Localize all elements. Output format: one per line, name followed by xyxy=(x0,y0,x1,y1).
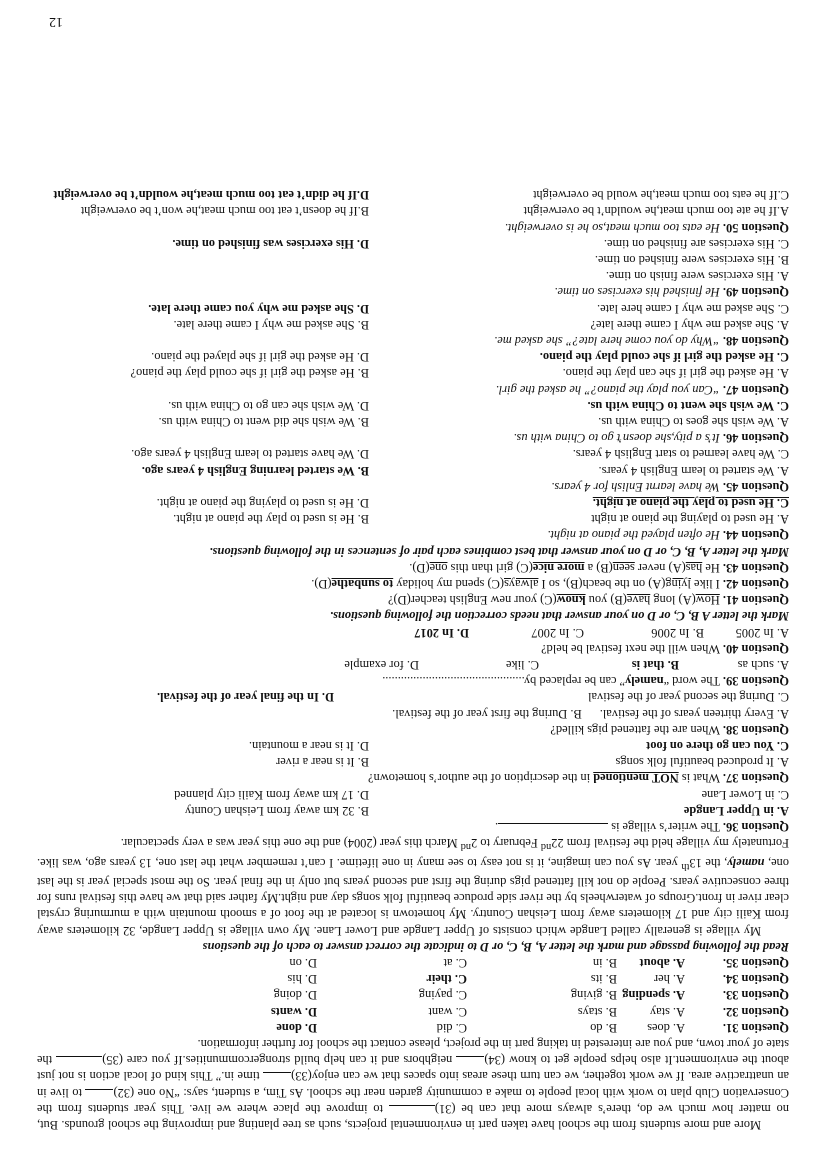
option-a: A. about xyxy=(639,955,685,970)
question-47-stem xyxy=(37,381,789,397)
question-41 xyxy=(37,592,789,608)
option-c: C. did xyxy=(436,1020,467,1035)
option-a: A. We started to learn English 4 years. xyxy=(598,463,789,478)
question-46-options-cd xyxy=(37,398,789,414)
passage-text: the state of your town, and you are interested in taking part in the project, please contact the school for further information. xyxy=(36,1036,789,1068)
question-stem-emphasis: NOT mentioned xyxy=(593,771,679,786)
option-b: B. We started learning English 4 years ago. xyxy=(141,463,369,478)
question-stem-emphasis: namely xyxy=(625,674,664,689)
question-45-options-cd xyxy=(37,446,789,462)
option-c: C.If he eats too much meat,he would be overweight xyxy=(533,188,789,203)
question-50-options-cd xyxy=(37,187,789,203)
option-c: C. like xyxy=(505,658,539,673)
question-label: Question 31. xyxy=(722,1020,789,1035)
option-b: B. that is xyxy=(631,658,679,673)
option-d: D. wants xyxy=(270,1004,317,1019)
blank-31 xyxy=(389,1105,435,1116)
passage-text: More and more students from the school have taken part in environmental projects, such as tree planting and improving the school grounds. But, no matter how much we do, there’s always more that can be (31) xyxy=(37,1101,789,1132)
passage-text: to live in an unattractive area. If we work together, we can turn these areas into spaces that we can enjoy(33) xyxy=(37,1069,789,1100)
option-b: B. It is near a river xyxy=(276,755,369,770)
passage-text: year. As you can imagine, it is not easy to see many in one lifetime. I can’t remember what the last one, 13 years ago, was like. Fortunately my village held the festival from 22 xyxy=(37,836,789,870)
page-number: 12 xyxy=(49,14,63,29)
question-label: Question 39. xyxy=(722,674,789,689)
option-d: D. doing xyxy=(273,988,317,1003)
marked-word: have xyxy=(626,593,651,608)
passage-text: March this year (2004) and the one this year was a very spectacular. xyxy=(120,836,458,851)
question-44-options-ab xyxy=(37,511,789,527)
question-label: Question 43. xyxy=(722,560,789,575)
question-37-options-ab xyxy=(37,754,789,770)
question-32-row xyxy=(37,1003,789,1019)
sentence-text: (B) you xyxy=(585,593,627,608)
question-label: Question 48. xyxy=(722,334,789,348)
question-36-options-ab xyxy=(37,803,789,819)
option-a: A. in Upper Langde xyxy=(683,803,789,818)
correction-instruction: Mark the letter A B, C, or D on your answer that needs correction the following questions. xyxy=(329,609,789,624)
option-b: B. His exercises were finished on time. xyxy=(594,252,789,267)
blank-33 xyxy=(263,1072,291,1083)
question-stem: He finished his exercises on time. xyxy=(554,285,720,300)
question-label: Question 41. xyxy=(722,593,789,608)
option-d: D. He is used to playing the piano at night. xyxy=(156,496,369,511)
option-b: B. stays xyxy=(577,1004,617,1019)
passage-text: February to 2 xyxy=(471,836,538,851)
option-d: D. She asked me why you came there late. xyxy=(148,301,369,316)
superscript: th xyxy=(681,860,690,872)
sentence-text: (A) long xyxy=(650,593,696,608)
sentence-text: I like xyxy=(690,577,720,592)
question-35-row xyxy=(37,955,789,971)
option-a: A. stay xyxy=(649,1004,685,1019)
option-b: B. giving xyxy=(570,988,617,1003)
option-c: C. their xyxy=(426,972,467,987)
option-d: D. done xyxy=(276,1020,317,1035)
option-b: B. do xyxy=(590,1020,617,1035)
question-40-options xyxy=(37,624,789,640)
question-47-options-cd xyxy=(37,349,789,365)
option-c: C. We have learned to start English 4 years. xyxy=(572,447,789,462)
marked-word: one xyxy=(429,560,448,575)
option-b: B. 32 km away from Leishan County xyxy=(184,803,369,818)
question-42 xyxy=(37,576,789,592)
question-stem: We have learnt Enlish for 4 years. xyxy=(551,479,720,494)
question-44-options-cd xyxy=(37,495,789,511)
question-48-options-cd xyxy=(37,300,789,316)
sentence-text: (A) on the beach(B), so I xyxy=(538,577,666,592)
combine-instruction: Mark the letter A, B, C, or D on your answer that best combines each pair of sentences in the following questions. xyxy=(209,544,789,559)
option-b: B. its xyxy=(590,972,617,987)
sentence-text: (D)? xyxy=(388,593,411,608)
sentence-text: (A) never xyxy=(634,560,686,575)
question-44-stem xyxy=(37,527,789,543)
marked-word: to sunbathe xyxy=(331,577,394,592)
question-38-options-ab xyxy=(37,705,789,721)
passage-text: the 13 xyxy=(689,855,721,870)
question-48-stem xyxy=(37,333,789,349)
option-d: D.If he didn’t eat too much meat,he wouldn’t be overweight xyxy=(53,188,369,203)
question-stem: He eats too much meat,so he is overweight. xyxy=(504,220,720,235)
question-39-options xyxy=(37,657,789,673)
sentence-text: (C) your new English teacher xyxy=(410,593,557,608)
question-label: Question 32. xyxy=(722,1004,789,1019)
option-c: C. She asked me why I came here late. xyxy=(597,301,789,316)
option-a: A. does xyxy=(647,1020,685,1035)
question-stem: “Why do you come here late?” she asked me. xyxy=(494,334,720,348)
question-label: Question 46. xyxy=(722,431,789,446)
cloze-passage xyxy=(37,1036,789,1133)
question-36-options-cd xyxy=(37,786,789,802)
question-43 xyxy=(37,560,789,576)
option-d: D. We wish she can go to China with us. xyxy=(168,398,369,413)
option-b: B. He is used to play the piano at night. xyxy=(173,512,369,527)
question-label: Question 45. xyxy=(722,479,789,494)
option-c: C. He asked the girl if she could play the piano. xyxy=(539,350,789,365)
option-b: B. We wish she did went to China with us. xyxy=(158,415,369,430)
question-stem: He often played the piano at night. xyxy=(547,528,720,543)
option-c: C. You can go there on foot xyxy=(646,739,789,754)
question-38-options-cd xyxy=(37,689,789,705)
question-48-options-ab xyxy=(37,317,789,333)
option-d: D. In 2017 xyxy=(414,625,469,640)
option-a: A. spending xyxy=(622,988,685,1003)
question-49-stem xyxy=(37,284,789,300)
question-stem: ” can be replaced by.............................................. xyxy=(382,674,626,689)
question-50-options-ab xyxy=(37,203,789,219)
option-a: A. He asked the girl if she can play the piano. xyxy=(562,366,789,381)
option-b: B. During the first year of the festival. xyxy=(392,706,582,721)
option-d: D. for example xyxy=(344,658,419,673)
option-b: B. In 2006 xyxy=(651,625,704,640)
marked-word: more nice xyxy=(532,560,585,575)
worksheet-content xyxy=(37,187,789,1133)
question-39-stem xyxy=(37,673,789,689)
question-46-stem xyxy=(37,430,789,446)
option-c: C. During the second year of the festival xyxy=(588,690,789,705)
question-37-stem xyxy=(37,770,789,786)
question-label: Question 40. xyxy=(722,641,789,656)
question-38-stem xyxy=(37,722,789,738)
option-d: D. We have started to learn English 4 years ago. xyxy=(131,447,369,462)
option-c: C. We wish she went to China with us. xyxy=(587,398,789,413)
sentence-text: (D). xyxy=(409,560,430,575)
question-stem: When are the fattened pigs killed? xyxy=(550,722,721,737)
question-45-options-ab xyxy=(37,462,789,478)
option-d: D. His exercises was finished on time. xyxy=(172,236,369,251)
question-31-row xyxy=(37,1020,789,1036)
question-stem: When will the next festival be held? xyxy=(541,641,721,656)
question-46-options-ab xyxy=(37,414,789,430)
question-stem: What is xyxy=(681,771,721,786)
sentence-text: (D). xyxy=(311,577,332,592)
option-b: B. He asked the girl if she could play the piano? xyxy=(130,366,369,381)
question-37-options-cd xyxy=(37,738,789,754)
option-c: C. at xyxy=(443,955,467,970)
marked-word: How xyxy=(695,593,720,608)
option-d: D. It is near a mountain. xyxy=(248,739,369,754)
question-40-stem xyxy=(37,641,789,657)
option-a: A. In 2005 xyxy=(735,625,789,640)
blank-35 xyxy=(56,1056,102,1067)
marked-word: lying xyxy=(665,577,691,592)
sentence-text: (B) a xyxy=(584,560,613,575)
question-49-options-cd xyxy=(37,236,789,252)
question-label: Question 35. xyxy=(722,955,789,970)
question-label: Question 38. xyxy=(722,722,789,737)
option-b: B. She asked me why I came there late. xyxy=(173,317,369,332)
option-b: B. in xyxy=(592,955,617,970)
question-stem: It’s a pity,she doesn’t go to China with us. xyxy=(513,431,720,446)
question-label: Question 47. xyxy=(722,382,789,397)
question-label: Question 37. xyxy=(722,771,789,786)
marked-word: always xyxy=(504,577,539,592)
question-stem: The word “ xyxy=(663,674,721,689)
question-45-stem xyxy=(37,479,789,495)
passage-text: My village is generally called Langde which consists of Upper Langde and Lower Lane. My own village is Upper Langde, 32 kilometers away from Kaili city and 17 kilometers away from Leishan Country. My hometown is located at the foot of a smooth mountain with a murmuring crystal clear river in front.Groups of waterwheels by the river side produce beautiful folk songs day and night.My father said that we have this festival runs for three consecutive years. People do not kill fattened pigs during the first and second years but only in the final year. So the most special year is the last one, xyxy=(37,855,789,938)
marked-word: know xyxy=(556,593,586,608)
blank-34 xyxy=(456,1056,484,1067)
option-a: A.If he ate too much meat,he wouldn’t be overweight xyxy=(523,204,789,219)
option-a: A. We wish she goes to China with us. xyxy=(598,415,789,430)
question-34-row xyxy=(37,971,789,987)
superscript: nd xyxy=(460,841,472,853)
sentence-text: (C) girl than this xyxy=(447,560,533,575)
option-a: A. such as xyxy=(737,658,789,673)
question-50-stem xyxy=(37,219,789,235)
blank-32 xyxy=(85,1089,113,1100)
option-a: A. It produced beautiful folk songs xyxy=(615,755,789,770)
reading-passage: My village is generally called Langde which consists of Upper Langde and Lower Lane. My own village is Upper Langde, 32 kilometers away from Kaili city and 17 kilometers away from Leishan Country. My hometown is located at the foot of a smooth mountain with a murmuring crystal clear river in front.Groups of waterwheels by the river side produce beautiful folk songs day and night.My father said that we have this festival runs for three consecutive years. People do not kill fattened pigs during the first and second years but only in the final year. So the most special year is the last one, namely, the 13th year. As you can imagine, it is not easy to see many in one lifetime. I can’t remember what the last one, 13 years ago, was like. Fortunately my village held the festival from 22nd February to 2nd March this year (2004) and the one this year was a very spectacular. xyxy=(37,836,789,938)
sentence-text: He xyxy=(702,560,720,575)
option-a: A. He used to playing the piano at night xyxy=(591,512,789,527)
passage-text: time in.” This kind of local action is not just about the environment.It also helps people get to know (34) xyxy=(37,1053,789,1084)
question-label: Question 42. xyxy=(722,577,789,592)
option-a: A. her xyxy=(654,972,685,987)
sentence-text: (C) spend my holiday xyxy=(393,577,505,592)
option-d: D. He asked the girl if she played the piano. xyxy=(151,350,369,365)
passage-keyword: namely xyxy=(727,855,765,870)
marked-word: has xyxy=(685,560,703,575)
option-a: A. Every thirteen years of the festival. xyxy=(599,706,789,721)
option-c: C. He used to play the piano at night. xyxy=(592,496,789,511)
option-c: C. paying xyxy=(418,988,467,1003)
option-d: D. 17 km away from Kaili city planned xyxy=(174,787,369,802)
option-c: C. in Lower Lane xyxy=(701,787,789,802)
question-label: Question 44. xyxy=(722,528,789,543)
marked-word: seen xyxy=(612,560,635,575)
question-label: Question 49. xyxy=(722,285,789,300)
question-33-row xyxy=(37,987,789,1003)
question-label: Question 34. xyxy=(722,972,789,987)
option-d: D. on xyxy=(289,955,317,970)
option-a: A. She asked me why I came there late? xyxy=(590,317,789,332)
option-c: C. want xyxy=(428,1004,467,1019)
question-36-stem: Question 36. The writer’s village is . xyxy=(494,820,789,835)
question-47-options-ab xyxy=(37,365,789,381)
superscript: nd xyxy=(540,841,552,853)
reading-instruction: Read the following passage and mark the letter A, B, C, or D to indicate the correct answer to each of the questions xyxy=(202,939,789,954)
question-stem: “Can you play the piano?” he asked the girl. xyxy=(495,382,720,397)
question-label: Question 33. xyxy=(722,988,789,1003)
option-c: C. His exercises are finished on time. xyxy=(603,236,789,251)
option-b: B.If he doesn’t eat too much meat,he won’t be overweight xyxy=(80,204,369,219)
passage-text: to improve the place where we live. This year students from the Conservation Club plan to work with local people to make a community garden near the school. As Tim, a student, says: “No one (32) xyxy=(37,1085,789,1116)
option-a: A. His exercises were finish on time. xyxy=(605,269,789,284)
question-stem: in the description of the author’s hometown? xyxy=(368,771,591,786)
passage-text: neighbors and it can help build strongercommunities.If you care (35) xyxy=(102,1053,453,1068)
question-label: Question 50. xyxy=(722,220,789,235)
option-c: C. In 2007 xyxy=(531,625,584,640)
option-d: D. In the final year of the festival. xyxy=(156,690,334,705)
option-d: D. his xyxy=(287,972,317,987)
blank-36 xyxy=(498,823,608,834)
